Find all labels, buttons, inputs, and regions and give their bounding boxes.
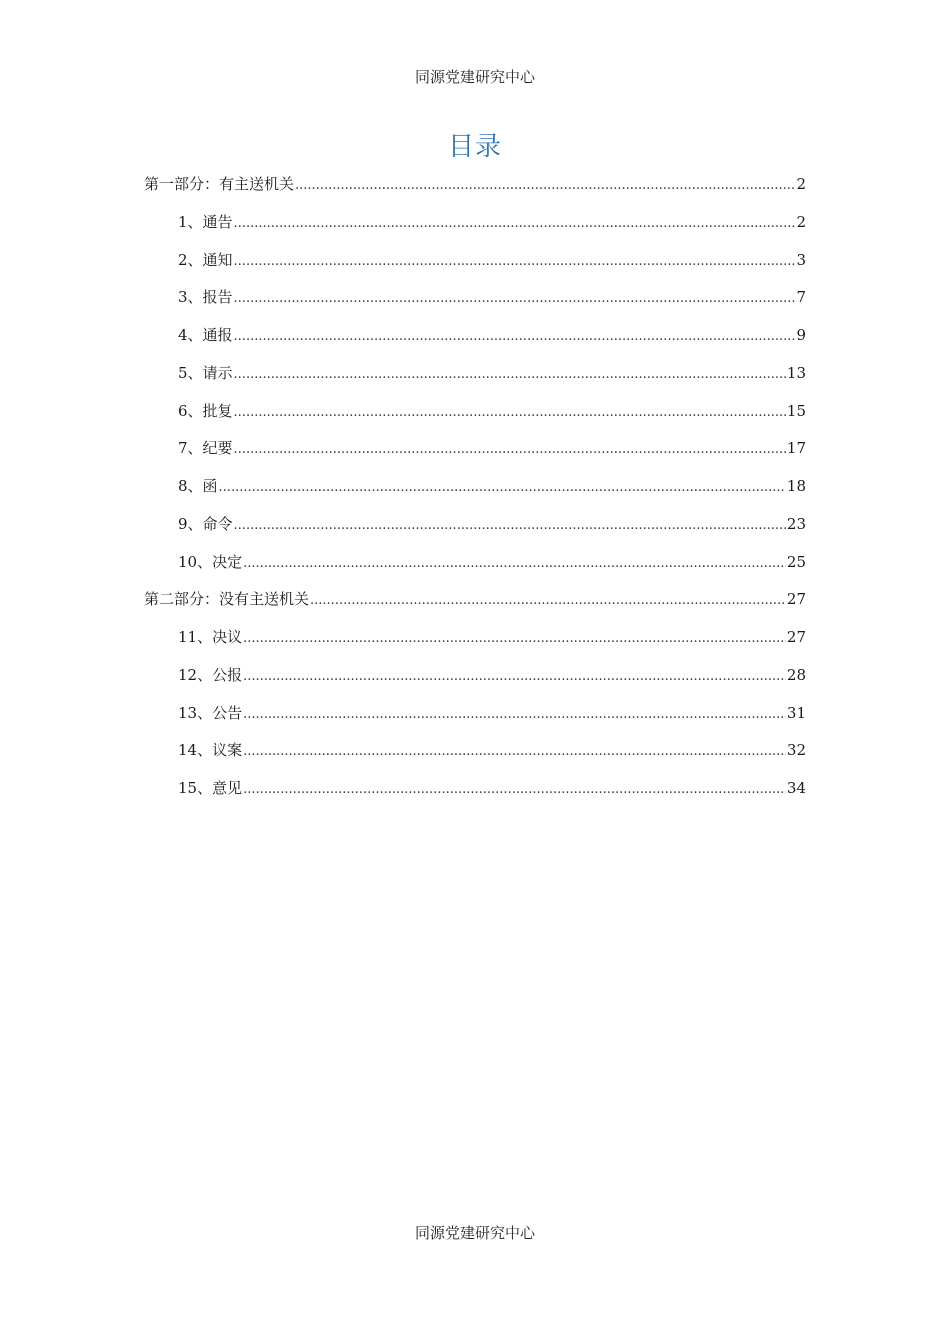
toc-entry-label: 12、公报 bbox=[178, 665, 243, 684]
toc-entry-10[interactable] bbox=[144, 544, 806, 582]
toc-entry-page: 34 bbox=[786, 779, 806, 797]
toc-dot-leader bbox=[243, 696, 786, 734]
toc-dot-leader bbox=[243, 733, 786, 771]
toc-dot-leader bbox=[234, 280, 796, 318]
toc-entry-label: 3、报告 bbox=[178, 288, 233, 307]
toc-entry-page: 2 bbox=[796, 212, 806, 231]
table-of-contents bbox=[144, 166, 806, 808]
toc-entry-page: 32 bbox=[786, 741, 806, 760]
toc-dot-leader bbox=[234, 431, 786, 469]
toc-entry-9[interactable] bbox=[144, 506, 806, 544]
toc-entry-label: 第二部分：没有主送机关 bbox=[144, 590, 310, 609]
toc-entry-page: 23 bbox=[786, 514, 806, 533]
toc-entry-1[interactable] bbox=[144, 204, 806, 242]
toc-entry-15[interactable] bbox=[144, 770, 806, 808]
toc-entry-7[interactable] bbox=[144, 430, 806, 468]
page-footer: 同源党建研究中心 bbox=[414, 1224, 535, 1242]
toc-entry-label: 8、函 bbox=[178, 477, 218, 495]
toc-dot-leader bbox=[219, 469, 786, 507]
toc-entry-label: 7、纪要 bbox=[178, 439, 233, 458]
toc-entry-page: 18 bbox=[786, 477, 806, 495]
toc-entry-page: 25 bbox=[786, 552, 806, 571]
toc-entry-label: 15、意见 bbox=[178, 779, 243, 797]
toc-entry-label: 10、决定 bbox=[178, 552, 243, 571]
toc-entry-label: 6、批复 bbox=[178, 401, 233, 420]
toc-entry-page: 27 bbox=[786, 590, 806, 609]
toc-entry-label: 5、请示 bbox=[178, 363, 233, 382]
toc-entry-page: 9 bbox=[796, 326, 806, 344]
toc-dot-leader bbox=[234, 205, 796, 243]
toc-dot-leader bbox=[243, 658, 786, 696]
toc-entry-label: 1、通告 bbox=[178, 212, 233, 231]
toc-entry-12[interactable] bbox=[144, 657, 806, 695]
toc-entry-part-1[interactable] bbox=[144, 166, 806, 204]
toc-entry-label: 4、通报 bbox=[178, 326, 233, 344]
toc-dot-leader bbox=[243, 620, 786, 658]
toc-entry-page: 15 bbox=[786, 401, 806, 420]
toc-dot-leader bbox=[295, 167, 795, 205]
toc-entry-page: 3 bbox=[796, 250, 806, 269]
toc-dot-leader bbox=[310, 582, 786, 620]
toc-entry-label: 第一部分：有主送机关 bbox=[144, 175, 295, 193]
toc-entry-13[interactable] bbox=[144, 695, 806, 733]
toc-entry-14[interactable] bbox=[144, 732, 806, 770]
toc-title: 目录 bbox=[447, 132, 502, 162]
toc-entry-label: 14、议案 bbox=[178, 741, 243, 760]
toc-entry-label: 13、公告 bbox=[178, 703, 243, 722]
toc-entry-page: 17 bbox=[786, 439, 806, 458]
toc-entry-3[interactable] bbox=[144, 279, 806, 317]
toc-entry-page: 13 bbox=[786, 363, 806, 382]
toc-entry-page: 2 bbox=[796, 175, 806, 193]
page-header: 同源党建研究中心 bbox=[414, 68, 535, 86]
toc-entry-label: 9、命令 bbox=[178, 514, 233, 533]
toc-dot-leader bbox=[234, 356, 786, 394]
toc-dot-leader bbox=[234, 318, 796, 356]
toc-entry-label: 11、决议 bbox=[178, 628, 243, 646]
toc-entry-page: 28 bbox=[786, 665, 806, 684]
toc-dot-leader bbox=[243, 771, 786, 809]
toc-entry-5[interactable] bbox=[144, 355, 806, 393]
toc-entry-page: 31 bbox=[786, 703, 806, 722]
toc-entry-2[interactable] bbox=[144, 242, 806, 280]
toc-entry-6[interactable] bbox=[144, 393, 806, 431]
toc-dot-leader bbox=[234, 394, 786, 432]
toc-entry-4[interactable] bbox=[144, 317, 806, 355]
toc-entry-11[interactable] bbox=[144, 619, 806, 657]
toc-dot-leader bbox=[243, 545, 786, 583]
toc-entry-part-2[interactable] bbox=[144, 581, 806, 619]
toc-dot-leader bbox=[234, 243, 796, 281]
toc-entry-label: 2、通知 bbox=[178, 250, 233, 269]
toc-dot-leader bbox=[234, 507, 786, 545]
toc-entry-page: 7 bbox=[796, 288, 806, 307]
toc-entry-page: 27 bbox=[786, 628, 806, 646]
toc-entry-8[interactable] bbox=[144, 468, 806, 506]
